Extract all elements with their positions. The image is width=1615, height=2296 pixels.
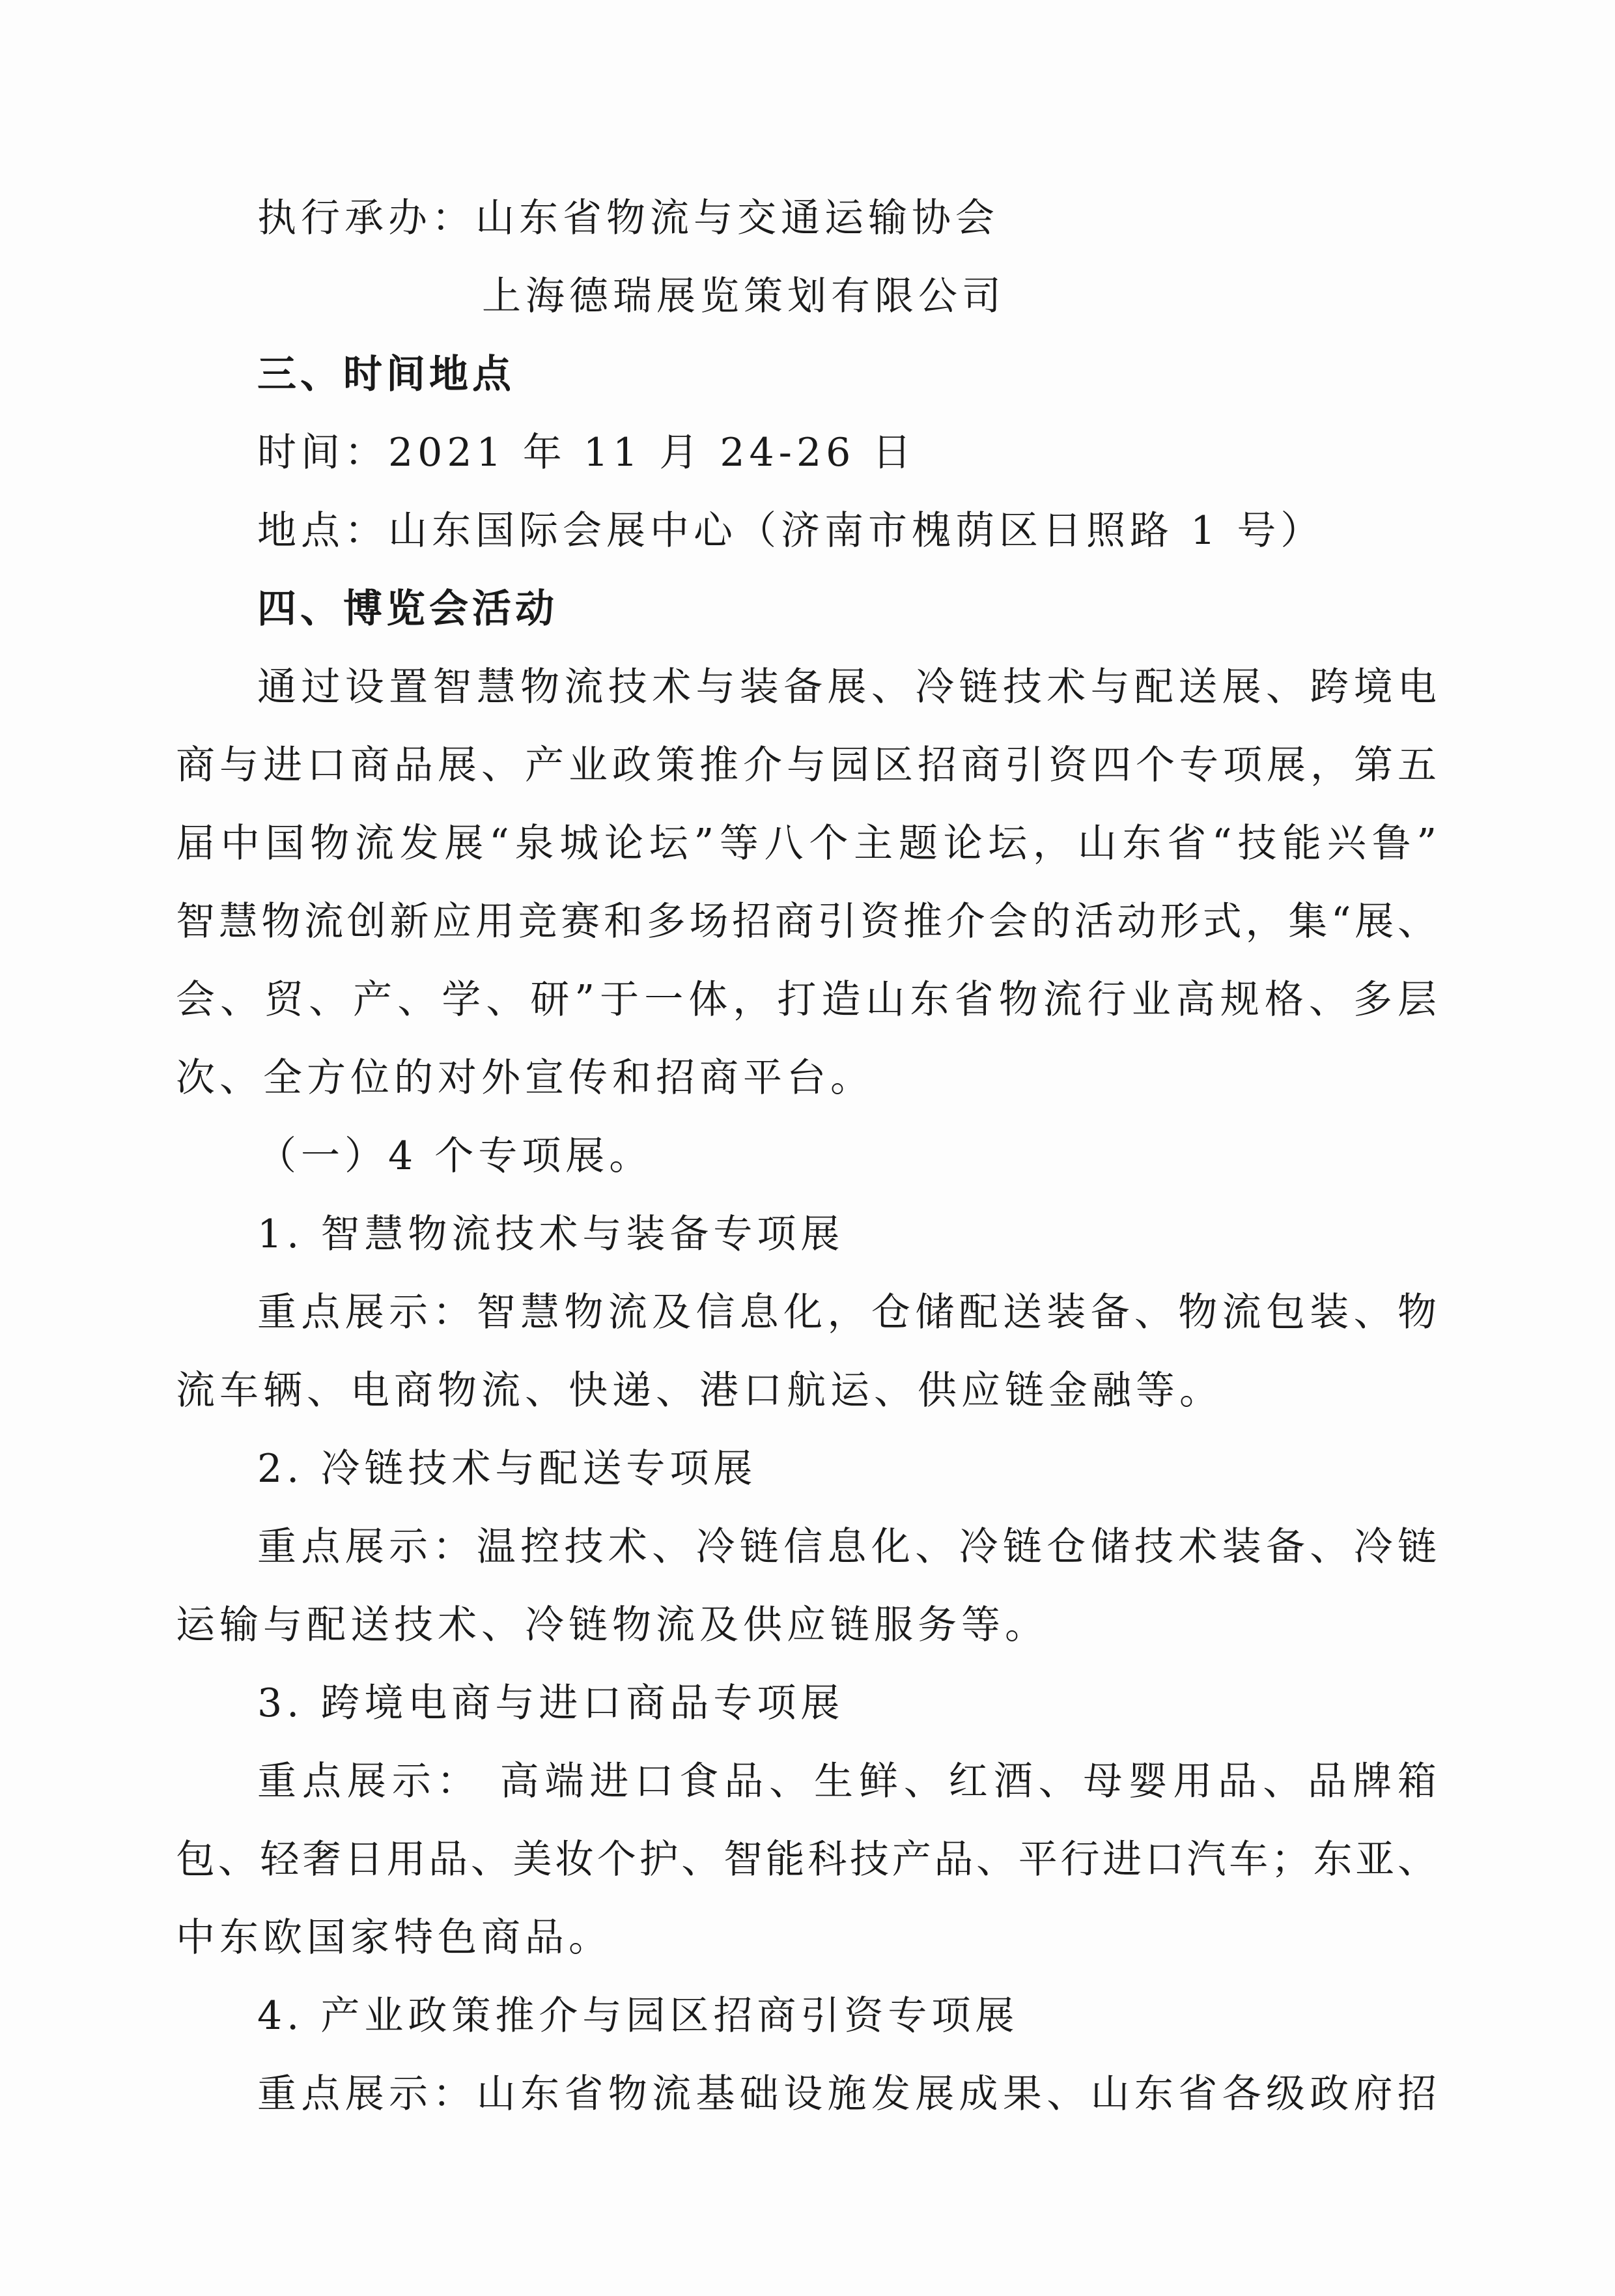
exhibition-item-title: 2. 冷链技术与配送专项展 <box>257 1446 757 1492</box>
exhibition-item-detail: 重点展示：山东省物流基础设施发展成果、山东省各级政府招 <box>257 2071 1439 2117</box>
section-heading-activities: 四、博览会活动 <box>257 586 558 632</box>
event-time: 时间：2021 年 11 月 24-26 日 <box>257 430 916 475</box>
exhibition-item-title: 1. 智慧物流技术与装备专项展 <box>257 1212 845 1257</box>
exhibition-item-detail: 流车辆、电商物流、快递、港口航运、供应链金融等。 <box>176 1368 1223 1413</box>
section-heading-time-place: 三、时间地点 <box>257 352 515 397</box>
paragraph-line: 会、贸、产、学、研”于一体，打造山东省物流行业高规格、多层 <box>176 977 1439 1023</box>
exhibition-item-detail: 运输与配送技术、冷链物流及供应链服务等。 <box>176 1602 1048 1648</box>
paragraph-line: 智慧物流创新应用竞赛和多场招商引资推介会的活动形式，集“展、 <box>176 899 1439 944</box>
subsection-heading: （一）4 个专项展。 <box>257 1133 653 1179</box>
exhibition-item-title: 3. 跨境电商与进口商品专项展 <box>257 1680 845 1726</box>
paragraph-line: 届中国物流发展“泉城论坛”等八个主题论坛，山东省“技能兴鲁” <box>176 821 1439 866</box>
exhibition-item-detail: 重点展示： 高端进口食品、生鲜、红酒、母婴用品、品牌箱 <box>257 1759 1439 1804</box>
exhibition-item-detail: 重点展示：智慧物流及信息化，仓储配送装备、物流包装、物 <box>257 1290 1439 1335</box>
event-location: 地点：山东国际会展中心（济南市槐荫区日照路 1 号） <box>257 508 1325 554</box>
exhibition-item-title: 4. 产业政策推介与园区招商引资专项展 <box>257 1993 1019 2039</box>
organizer-line-1: 执行承办：山东省物流与交通运输协会 <box>257 195 999 241</box>
paragraph-line: 商与进口商品展、产业政策推介与园区招商引资四个专项展，第五 <box>176 743 1439 788</box>
paragraph-line: 次、全方位的对外宣传和招商平台。 <box>176 1055 874 1101</box>
exhibition-item-detail: 中东欧国家特色商品。 <box>176 1915 612 1961</box>
paragraph-line: 通过设置智慧物流技术与装备展、冷链技术与配送展、跨境电 <box>257 664 1439 710</box>
exhibition-item-detail: 重点展示：温控技术、冷链信息化、冷链仓储技术装备、冷链 <box>257 1524 1439 1570</box>
organizer-line-2: 上海德瑞展览策划有限公司 <box>482 274 1005 319</box>
exhibition-item-detail: 包、轻奢日用品、美妆个护、智能科技产品、平行进口汽车；东亚、 <box>176 1837 1439 1882</box>
